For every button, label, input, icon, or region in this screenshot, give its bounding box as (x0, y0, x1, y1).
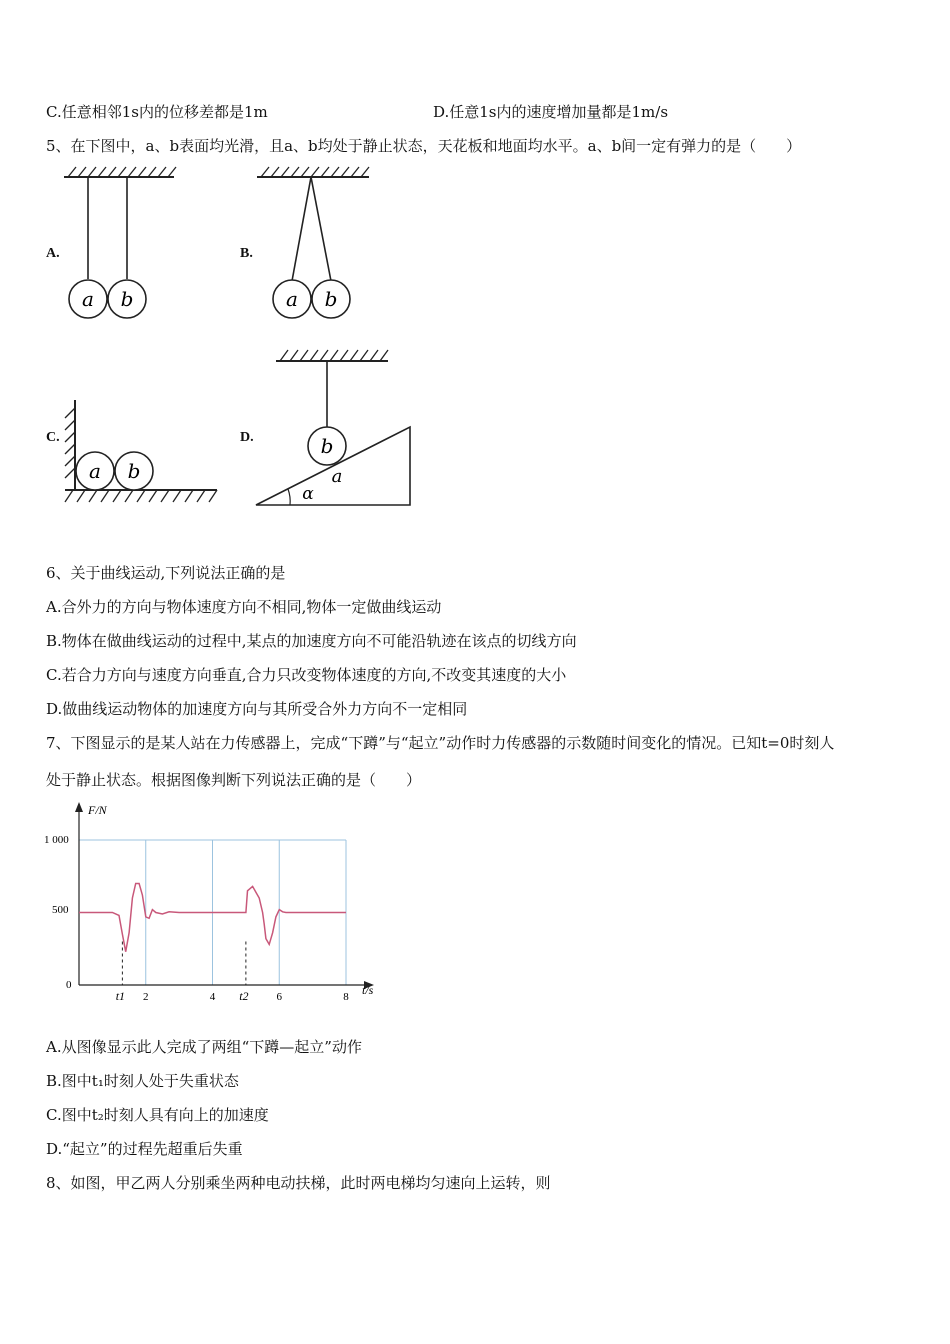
q5-label-d: D. (240, 430, 254, 445)
marker-label-t1: t1 (115, 989, 126, 1003)
q7-option-b: B.图中t₁时刻人处于失重状态 (46, 1072, 239, 1090)
q5-label-b: B. (240, 246, 253, 261)
q6-option-d: D.做曲线运动物体的加速度方向与其所受合外力方向不一定相同 (46, 700, 468, 718)
ball-b-label: b (324, 287, 338, 311)
x-tick-6: 6 (276, 991, 282, 1003)
q4-option-c: C.任意相邻1s内的位移差都是1m (46, 103, 268, 121)
q7-option-a: A.从图像显示此人完成了两组“下蹲—起立”动作 (46, 1038, 362, 1056)
q7-stem-line1: 7、下图显示的是某人站在力传感器上，完成“下蹲”与“起立”动作时力传感器的示数随时间变化的情况。已知t=0时刻人 (46, 734, 835, 752)
slope-a-label: a (331, 466, 343, 487)
angle-label: α (302, 484, 314, 504)
y-tick-500: 500 (52, 904, 69, 916)
q6-stem: 6、关于曲线运动,下列说法正确的是 (46, 564, 286, 582)
marker-label-t2: t2 (239, 989, 249, 1003)
y-axis-label: F/N (88, 803, 107, 817)
y-tick-1000: 1 000 (44, 834, 69, 846)
figure-a (60, 165, 180, 325)
ball-b-label: b (127, 459, 141, 483)
q8-stem: 8、如图，甲乙两人分别乘坐两种电动扶梯，此时两电梯均匀速向上运转，则 (46, 1174, 551, 1192)
ball-b-label: b (120, 287, 134, 311)
q5-stem: 5、在下图中，a、b表面均光滑，且a、b均处于静止状态，天花板和地面均水平。a、b间一定有弹力的是（ ） (46, 137, 802, 155)
x-tick-8: 8 (343, 991, 349, 1003)
y-axis-arrow (75, 802, 83, 812)
figure-d (250, 345, 420, 515)
q5-label-c: C. (46, 430, 60, 445)
q6-option-b: B.物体在做曲线运动的过程中,某点的加速度方向不可能沿轨迹在该点的切线方向 (46, 632, 577, 650)
q4-option-d: D.任意1s内的速度增加量都是1m/s (433, 103, 669, 121)
figure-b (255, 165, 385, 325)
q7-option-c: C.图中t₂时刻人具有向上的加速度 (46, 1106, 269, 1124)
q6-option-c: C.若合力方向与速度方向垂直,合力只改变物体速度的方向,不改变其速度的大小 (46, 666, 567, 684)
ball-b-label: b (320, 434, 334, 458)
ball-a-label: a (89, 459, 101, 483)
y-tick-0: 0 (66, 979, 72, 991)
q6-option-a: A.合外力的方向与物体速度方向不相同,物体一定做曲线运动 (46, 598, 442, 616)
q7-option-d: D.“起立”的过程先超重后失重 (46, 1140, 243, 1158)
x-axis-label: t/s (362, 983, 374, 997)
ball-a-label: a (82, 287, 94, 311)
q7-stem-line2: 处于静止状态。根据图像判断下列说法正确的是（ ） (46, 771, 422, 789)
x-tick-2: 2 (143, 991, 149, 1003)
x-tick-4: 4 (209, 991, 216, 1003)
ball-a-label: a (286, 287, 298, 311)
q5-label-a: A. (46, 246, 60, 261)
figure-c (55, 398, 225, 508)
force-time-chart (40, 800, 390, 1010)
